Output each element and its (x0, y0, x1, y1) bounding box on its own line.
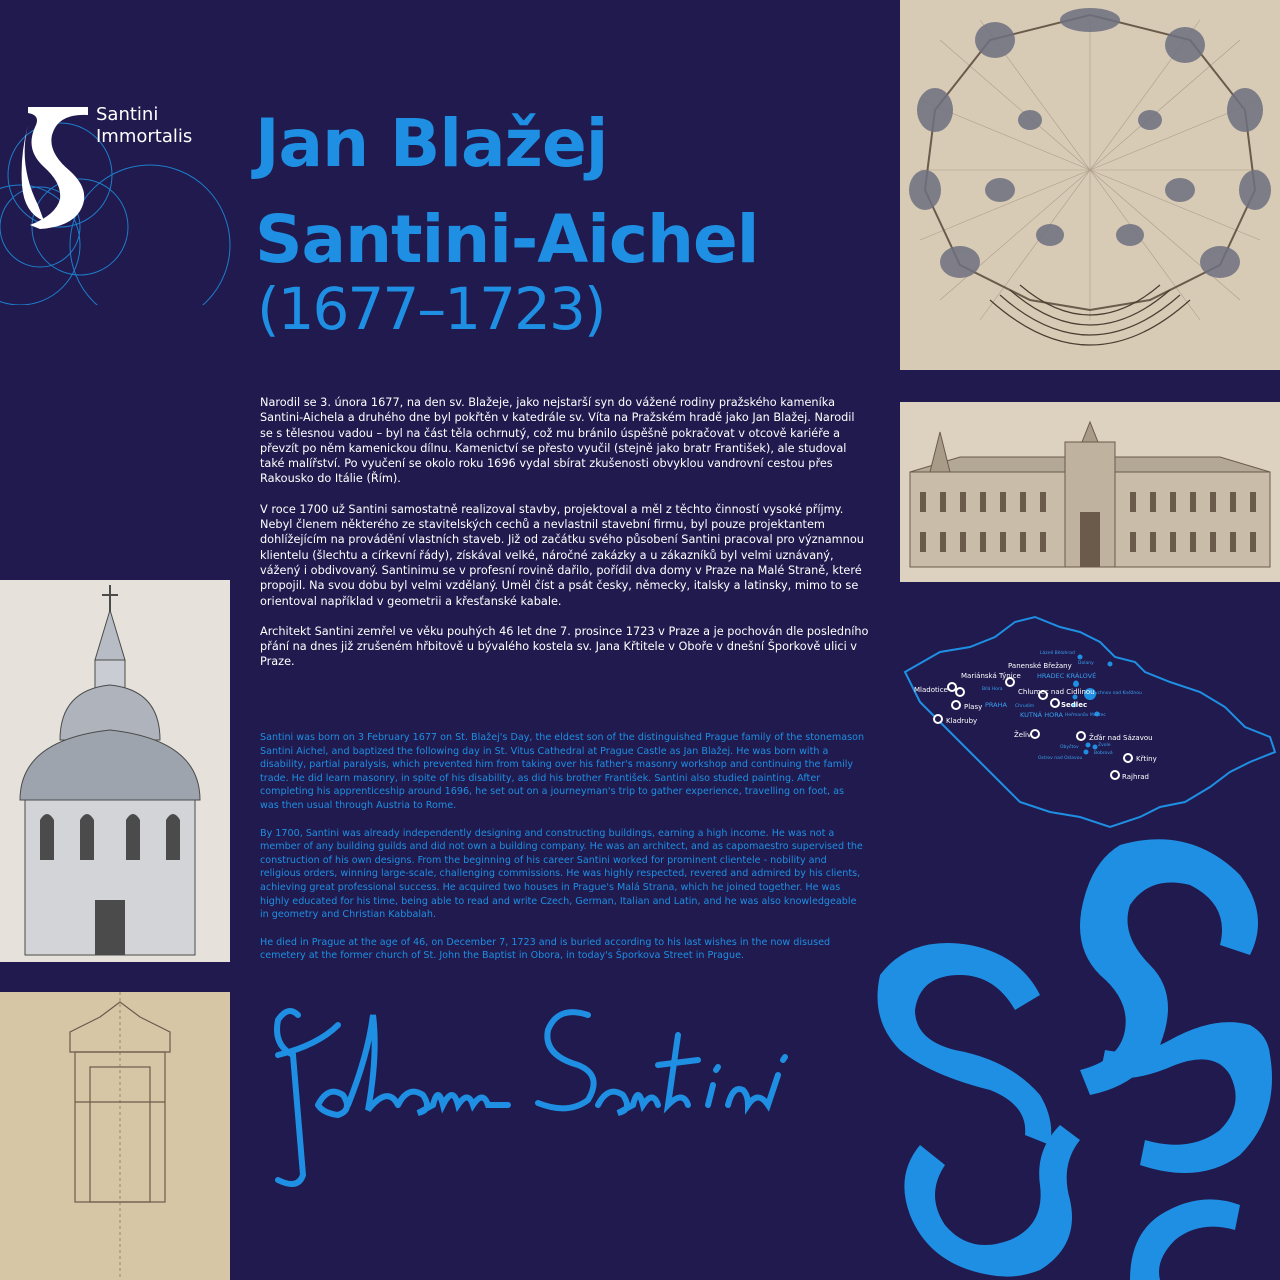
english-biography (260, 731, 865, 977)
map-city-label: KUTNÁ HORA (1020, 711, 1063, 719)
map-city-label: Mariánská Týnice (961, 672, 1021, 680)
logo-line-2: Immortalis (96, 126, 193, 147)
map-city-label: Rajhrad (1122, 773, 1149, 781)
map-city-label: Mladotice (914, 686, 948, 694)
english-paragraph: He died in Prague at the age of 46, on December 7, 1723 and is buried according to his last wishes in the now disused cemetery at the former church of St. John the Baptist in Obora, in today's Šporkova Street in Prague. (260, 936, 831, 962)
czech-paragraph: V roce 1700 už Santini samostatně realizoval stavby, projektoval a měl z těchto činností vysoké příjmy. Nebyl členem některého ze stavitelských cechů a nevlastnil stavební firmu, byl pouze projektantem dohlížejícím na provádění vlastních staveb. Již od začátku svého působení Santini pracoval pro významnou klientelu (šlechtu a církevní řády), získával velké, náročné zakázky a u zákazníků byl velmi uznávaný, vážený i obdivovaný. Santinimu se v profesní rovině dařilo, pořídil dva domy v Praze na Malé Straně, které propojil. Na svou dobu byl velmi vzdělaný. Uměl číst a psát česky, německy, italsky a latinsky, mimo to se orientoval například v geometrii a křesťanské kabale. (260, 502, 864, 608)
map-city-label: Chlumec nad Cidlinou (1018, 688, 1095, 696)
czech-paragraph: Architekt Santini zemřel ve věku pouhých 46 let dne 7. prosince 1723 v Praze a je pochován dle posledního přání na dnes již zrušeném hřbitově u bývalého kostela sv. Jana Křtitele v Oboře v dnešní Šporkově ulici v Praze. (260, 624, 869, 669)
map-city-label: Dolany (1078, 661, 1094, 666)
logo-wordmark (96, 104, 192, 148)
map-city-label: Ostrov nad Oslavou (1038, 756, 1083, 761)
map-city-label: Zvole (1098, 743, 1111, 748)
church-elevation-drawing (900, 402, 1280, 582)
map-city-label: Žďár nad Sázavou (1089, 734, 1153, 742)
page-title (255, 96, 758, 288)
english-paragraph: Santini was born on 3 February 1677 on St. Blažej's Day, the eldest son of the distinguished Prague family of the stonemason Santini Aichel, and baptized the following day in St. Vitus Cathedral at Prague Castle as Jan Blažej. He was born with a disability, partial paralysis, which prevented him from taking over his father's masonry workshop and continuing the family trade. He did learn masonry, in spite of his disability, as did his brother František. Santini also studied painting. After completing his apprenticeship around 1696, he set out on a journeyman's trip to gather experience, travelling on foot, as was then usual through Austria to Rome. (260, 732, 865, 811)
map-city-label: Bílá Hora (982, 687, 1003, 692)
map-city-label: Kladruby (946, 717, 978, 725)
map-city-label: Chrudim (1015, 704, 1035, 709)
czech-biography (260, 395, 870, 685)
title-line-1: Jan Blažej (255, 105, 608, 182)
map-city-label: Křtiny (1136, 755, 1157, 763)
logo-line-1: Santini (96, 104, 159, 125)
map-city-label: Sedlec (1061, 701, 1088, 709)
portal-drawing (0, 992, 230, 1280)
life-dates: (1677–1723) (257, 275, 605, 343)
czech-paragraph: Narodil se 3. února 1677, na den sv. Blažeje, jako nejstarší syn do vážené rodiny pražského kameníka Santini-Aichela a druhého dne byl pokřtěn v katedrále sv. Víta na Pražském hradě jako Jan Blažej. Narodil se s tělesnou vadou – byl na část těla ochrnutý, což mu bránilo úspěšně pokračovat v otcově kariéře a převzít po něm kamenickou dílnu. Kamenictví se přesto vyučil (stejně jako bratr František), ale studoval také malířství. Po vyučení se okolo roku 1696 vydal sbírat zkušenosti obvyklou vandrovní cestou přes Rakousko do Itálie (Řím). (260, 396, 855, 486)
santini-s-ornament (870, 835, 1280, 1280)
map-city-label: Heřmanův Městec (1065, 713, 1106, 718)
map-city-label: Panenské Břežany (1008, 662, 1072, 670)
czech-republic-map (900, 612, 1280, 842)
map-city-label: Lázně Bělohrad (1040, 651, 1075, 656)
santini-signature (258, 995, 818, 1195)
title-line-2: Santini-Aichel (255, 201, 759, 278)
english-paragraph: By 1700, Santini was already independently designing and constructing buildings, earning a high income. He was not a member of any building guilds and did not own a building company. He was an architect, and as capomaestro supervised the construction of his own designs. From the beginning of his career Santini worked for prominent clientele - nobility and religious orders, winning large-scale, challenging commissions. He was highly respected, revered and admired by his clients, achieving great professional success. He acquired two houses in Prague's Malá Strana, which he joined together. He was highly educated for his time, being able to read and write Czech, German, Italian and Latin, and he was also knowledgeable in geometry and Christian Kabbalah. (260, 827, 863, 921)
chapel-elevation-drawing (0, 580, 230, 962)
map-city-label: HRADEC KRÁLOVÉ (1037, 672, 1097, 680)
floor-plan-drawing (900, 0, 1280, 370)
map-city-label: PRAHA (985, 701, 1007, 709)
map-city-label: Plasy (964, 703, 983, 711)
map-city-label: Bobrová (1094, 751, 1113, 756)
map-city-label: Želiv (1014, 731, 1032, 739)
map-city-label: Rychnov nad Kněžnou (1092, 691, 1142, 696)
map-city-label: Obyčtov (1060, 745, 1079, 750)
